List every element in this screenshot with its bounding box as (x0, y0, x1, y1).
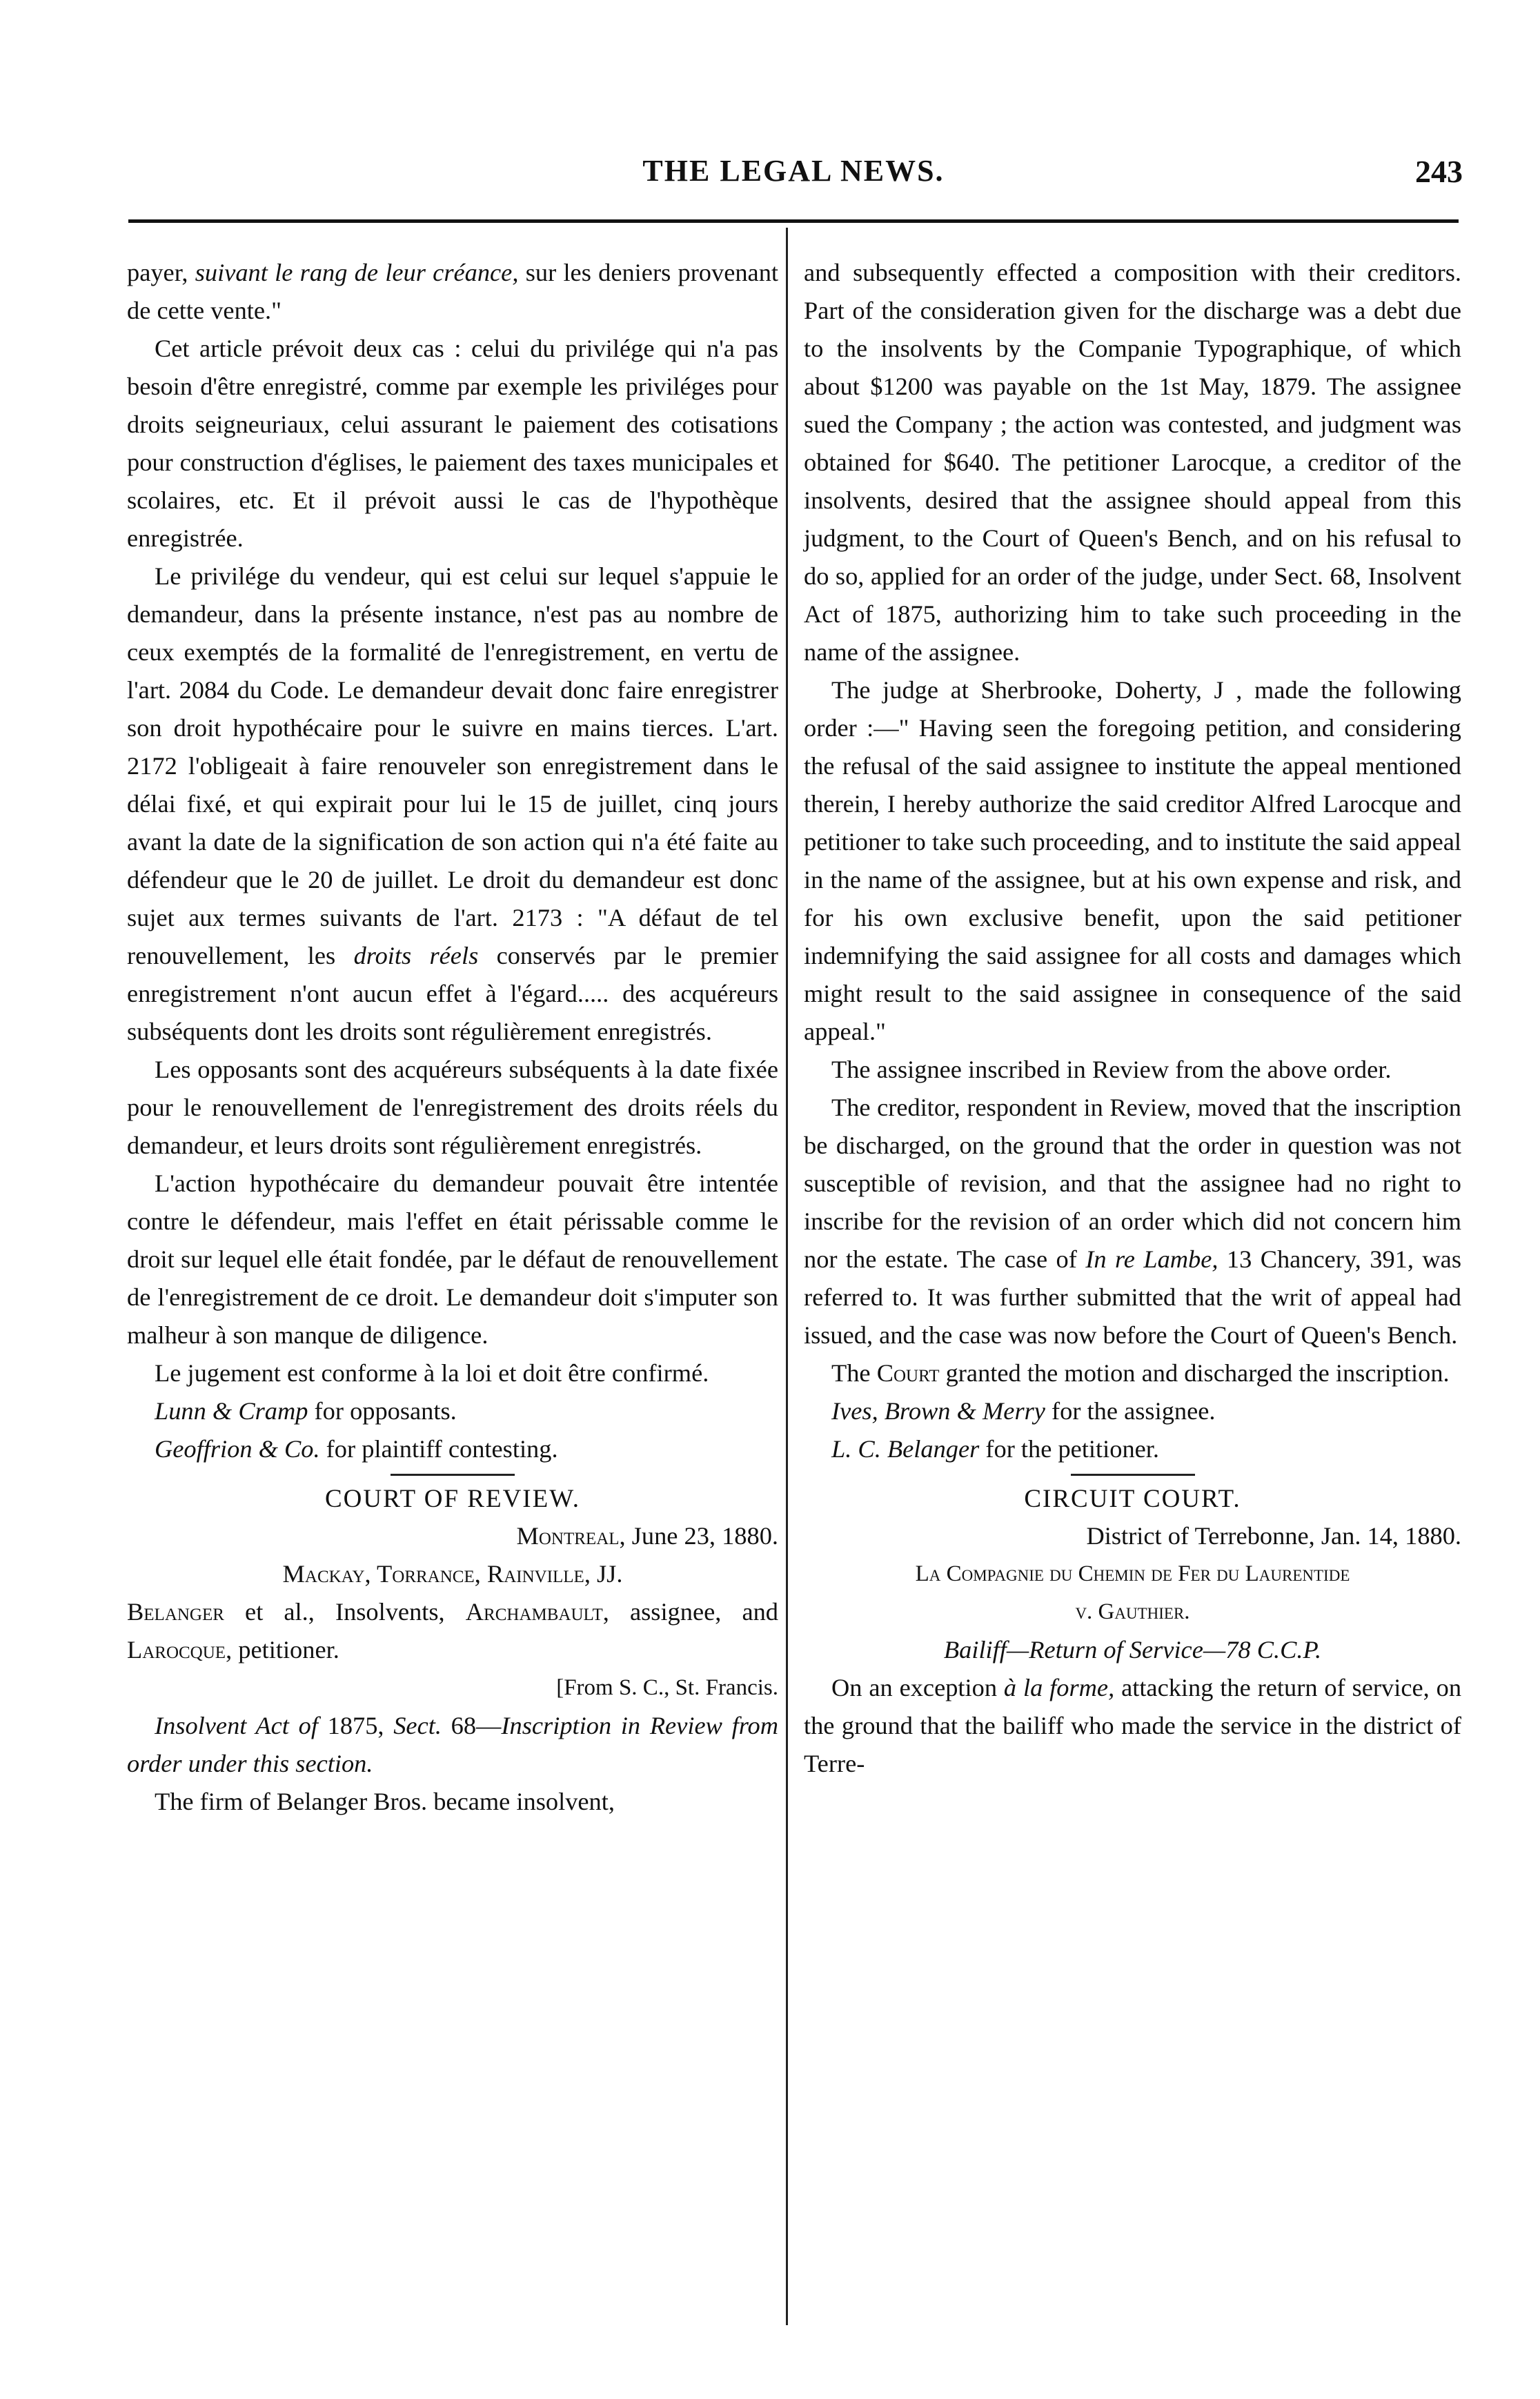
text-run: payer, (127, 259, 195, 286)
page-header (124, 153, 1463, 201)
text-run: assignee, and (609, 1598, 778, 1626)
section-rule (1071, 1474, 1195, 1476)
text-run: 1875, (317, 1712, 394, 1739)
page-number: 243 (1415, 154, 1463, 189)
text-run: for opposants. (308, 1397, 457, 1425)
text-run: granted the motion and discharged the inscription. (939, 1359, 1450, 1387)
headnote (804, 1631, 1461, 1669)
text-run: conservés par le premier enregistrement n'ont aucun effet à l'égard..... des acquéreurs subséquents dont les droits sont régulièrement enregistrés. (127, 942, 778, 1045)
text-run: for plaintiff contesting. (319, 1435, 558, 1463)
district-date: District of Terrebonne, Jan. 14, 1880. (1086, 1522, 1461, 1550)
counsel-line (127, 1430, 778, 1468)
counsel-name: L. C. Belanger (831, 1435, 980, 1463)
counsel-line (127, 1392, 778, 1430)
party-name: Larocque, (127, 1636, 233, 1663)
party-name: Belanger (127, 1598, 224, 1626)
italic-run: 78 C.C.P. (1225, 1636, 1322, 1663)
text-run: for the petitioner. (979, 1435, 1160, 1463)
left-paragraph-3 (127, 557, 778, 1051)
text-run: petitioner. (232, 1636, 339, 1663)
parties-line-2: v. Gauthier. (1075, 1599, 1190, 1624)
counsel-line (804, 1392, 1461, 1430)
text-run: The (831, 1359, 877, 1387)
right-paragraph-5 (804, 1354, 1461, 1392)
court-heading: COURT OF REVIEW. (324, 1485, 580, 1513)
right-column (804, 254, 1461, 1783)
text-run: et al., Insolvents, (224, 1598, 466, 1626)
right-paragraph-2: The judge at Sherbrooke, Doherty, J , made the following order :—" Having seen the foregoing petition, and considering the refusal of the said assignee to institute the appeal mentioned therein, I hereby authorize the said creditor Alfred Larocque and petitioner to take such proceeding, and to institute the said appeal in the name of the assignee, but at his own expense and risk, and for his own exclusive benefit, upon the said petitioner indemnifying the said assignee for all costs and damages which might result to the said assignee in consequence of the said appeal." (804, 676, 1461, 1045)
text-run: The creditor, respondent in Review, moved that the inscription be discharged, on the ground that the order in question was not susceptible of revision, and that the assignee had no right to inscribe for the revision of an order which did not concern him nor the estate. The case of (804, 1094, 1461, 1273)
judges-line: Mackay, Torrance, Rainville, JJ. (282, 1560, 623, 1588)
source-note: [From S. C., St. Francis. (556, 1675, 778, 1700)
parties-line (127, 1593, 778, 1669)
italic-run: In re Lambe, (1085, 1245, 1218, 1273)
court-heading: CIRCUIT COURT. (1024, 1485, 1241, 1513)
counsel-name: Lunn & Cramp (155, 1397, 308, 1425)
left-paragraph-4: Les opposants sont des acquéreurs subséquents à la date fixée pour le renouvellement de l'enregistrement des droits réels du demandeur, et leurs droits sont régulièrement enregistrés. (127, 1056, 778, 1159)
italic-run: droits réels (353, 942, 479, 969)
small-caps-run: Court (876, 1359, 940, 1387)
counsel-name: Geoffrion & Co. (155, 1435, 320, 1463)
italic-run: à la forme, (1003, 1674, 1115, 1701)
header-rule (128, 219, 1459, 223)
counsel-name: Ives, Brown & Merry (831, 1397, 1045, 1425)
left-paragraph-6: Le jugement est conforme à la loi et doit être confirmé. (155, 1359, 709, 1387)
left-paragraph-2: Cet article prévoit deux cas : celui du privilége qui n'a pas besoin d'être enregistré, comme par exemple les priviléges pour droits seigneuriaux, celui assurant le paiement des cotisations pour construction d'églises, le paiement des taxes municipales et scolaires, etc. Et il prévoit aussi le cas de l'hypothèque enregistrée. (127, 335, 778, 552)
headnote (127, 1707, 778, 1783)
italic-run: Sect. (393, 1712, 442, 1739)
left-paragraph-7: The firm of Belanger Bros. became insolvent, (155, 1788, 615, 1815)
running-title: THE LEGAL NEWS. (642, 154, 945, 188)
right-paragraph-6 (804, 1669, 1461, 1783)
italic-run: suivant le rang de leur créance, (195, 259, 519, 286)
date-text: June 23, 1880. (625, 1522, 778, 1550)
parties-line-1: La Compagnie du Chemin de Fer du Laurentide (915, 1561, 1350, 1586)
italic-run: Inscription in Review from order under this section. (127, 1712, 778, 1777)
text-run: 68— (441, 1712, 502, 1739)
text-run: for the assignee. (1045, 1397, 1216, 1425)
text-run: attacking the return of service, on the ground that the bailiff who made the service in the district of Terre- (804, 1674, 1462, 1777)
italic-run: Insolvent Act of (155, 1712, 318, 1739)
text-run: sur les deniers provenant de cette vente." (127, 259, 779, 324)
right-paragraph-1: and subsequently effected a composition with their creditors. Part of the consideration given for the discharge was a debt due to the insolvents by the Companie Typographique, of which about $1200 was payable on the 1st May, 1879. The assignee sued the Company ; the action was contested, and judgment was obtained for $640. The petitioner Larocque, a creditor of the insolvents, desired that the assignee should appeal from this judgment, to the Court of Queen's Bench, and on his refusal to do so, applied for an order of the judge, under Sect. 68, Insolvent Act of 1875, authorizing him to take such proceeding in the name of the assignee. (804, 259, 1461, 666)
place-city: Montreal, (516, 1522, 626, 1550)
column-divider (786, 228, 788, 2325)
text-run: 13 Chancery, 391, was referred to. It was further submitted that the writ of appeal had issued, and the case was now before the Court of Queen's Bench. (804, 1245, 1461, 1349)
right-paragraph-4 (804, 1089, 1461, 1354)
place-date (127, 1517, 778, 1555)
left-paragraph-1 (127, 254, 778, 330)
left-column (127, 254, 778, 1821)
right-paragraph-3: The assignee inscribed in Review from the above order. (831, 1056, 1392, 1083)
text-run: On an exception (831, 1674, 1004, 1701)
party-name: Archambault, (465, 1598, 609, 1626)
text-run: Le privilége du vendeur, qui est celui sur lequel s'appuie le demandeur, dans la présente instance, n'est pas au nombre de ceux exemptés de la formalité de l'enregistrement, en vertu de l'art. 2084 du Code. Le demandeur devait donc faire enregistrer son droit hypothécaire pour le suivre en mains tierces. L'art. 2172 l'obligeait à faire renouveler son enregistrement dans le délai fixé, et qui expirait pour lui le 15 de juillet, cinq jours avant la date de la signification de son action qui n'a été faite au défendeur que le 20 de juillet. Le droit du demandeur est donc sujet aux termes suivants de l'art. 2173 : "A défaut de tel renouvellement, les (127, 562, 778, 969)
left-paragraph-5: L'action hypothécaire du demandeur pouvait être intentée contre le défendeur, mais l'effet en était périssable comme le droit sur lequel elle était fondée, par le défaut de renouvellement de l'enregistrement de ce droit. Le demandeur doit s'imputer son malheur à son manque de diligence. (127, 1169, 778, 1349)
counsel-line (804, 1430, 1461, 1468)
italic-run: Bailiff—Return of Service— (943, 1636, 1226, 1663)
section-rule (391, 1474, 515, 1476)
